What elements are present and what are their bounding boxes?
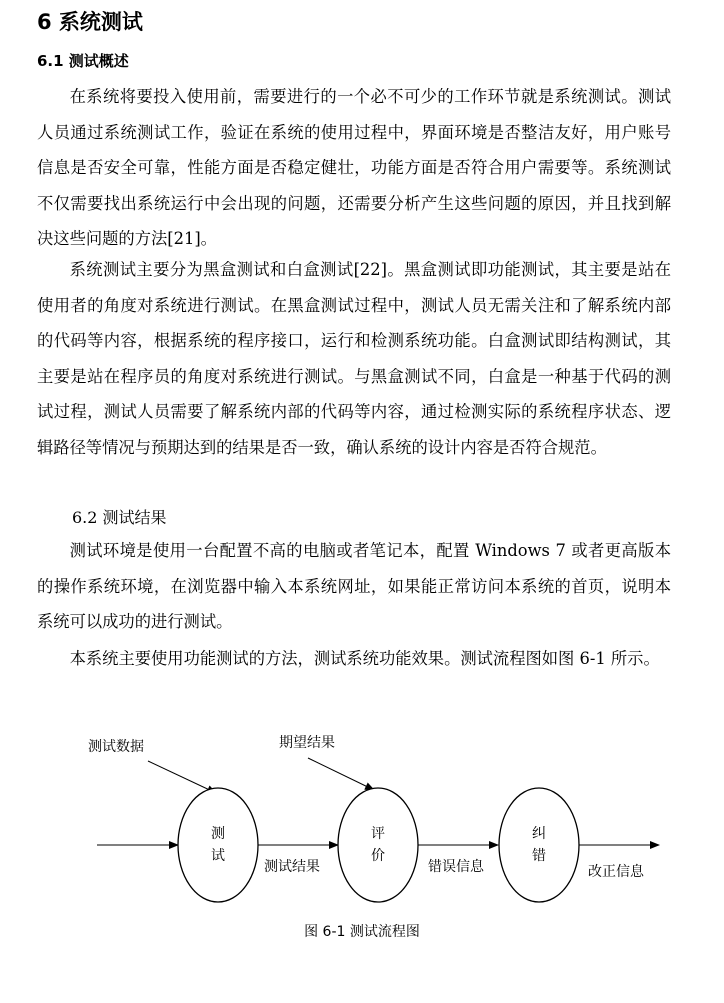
node-correct <box>499 788 579 902</box>
node-test-label-2: 试 <box>211 848 225 864</box>
node-evaluate <box>338 788 418 902</box>
input-label-test-data: 测试数据 <box>88 739 144 755</box>
test-flow-diagram <box>0 720 724 920</box>
node-evaluate-label-2: 价 <box>371 848 385 864</box>
node-correct-label-2: 错 <box>532 848 546 864</box>
edge-label-correction-info: 改正信息 <box>588 864 644 880</box>
overview-paragraph-2: 系统测试主要分为黑盒测试和白盒测试[22]。黑盒测试即功能测试，其主要是站在使用者的角度对系统进行测试。在黑盒测试过程中，测试人员无需关注和了解系统内部的代码等内容，根据系统的程序接口，运行和检测系统功能。白盒测试即结构测试，其主要是站在程序员的角度对系统进行测试。与黑盒测试不同，白盒是一种基于代码的测试过程，测试人员需要了解系统内部的代码等内容，通过检测实际的系统程序状态、逻辑路径等情况与预期达到的结果是否一致，确认系统的设计内容是否符合规范。 <box>37 260 671 457</box>
node-test <box>178 788 258 902</box>
edge-label-test-results: 测试结果 <box>264 859 320 875</box>
figure-caption: 图 6-1 测试流程图 <box>304 924 420 940</box>
results-paragraph-1: 测试环境是使用一台配置不高的电脑或者笔记本，配置 Windows 7 或者更高版本的操作系统环境，在浏览器中输入本系统网址，如果能正常访问本系统的首页，说明本系统可以成功的进行测试。 <box>37 541 671 632</box>
results-paragraph-2: 本系统主要使用功能测试的方法，测试系统功能效果。测试流程图如图 6-1 所示。 <box>69 649 660 668</box>
section-title: 6 系统测试 <box>37 10 143 34</box>
arrow-expected-results <box>308 758 374 790</box>
node-test-label-1: 测 <box>211 826 225 842</box>
arrow-test-data <box>148 761 216 793</box>
input-label-expected-results: 期望结果 <box>279 735 335 751</box>
node-evaluate-label-1: 评 <box>371 826 385 842</box>
overview-paragraph-1: 在系统将要投入使用前，需要进行的一个必不可少的工作环节就是系统测试。测试人员通过系统测试工作，验证在系统的使用过程中，界面环境是否整洁友好，用户账号信息是否安全可靠，性能方面是否稳定健壮，功能方面是否符合用户需要等。系统测试不仅需要找出系统运行中会出现的问题，还需要分析产生这些问题的原因，并且找到解决这些问题的方法[21]。 <box>37 87 671 249</box>
node-correct-label-1: 纠 <box>532 826 546 842</box>
edge-label-error-info: 错误信息 <box>428 859 484 875</box>
overview-heading: 6.1 测试概述 <box>37 52 129 70</box>
results-heading: 6.2 测试结果 <box>72 508 167 527</box>
